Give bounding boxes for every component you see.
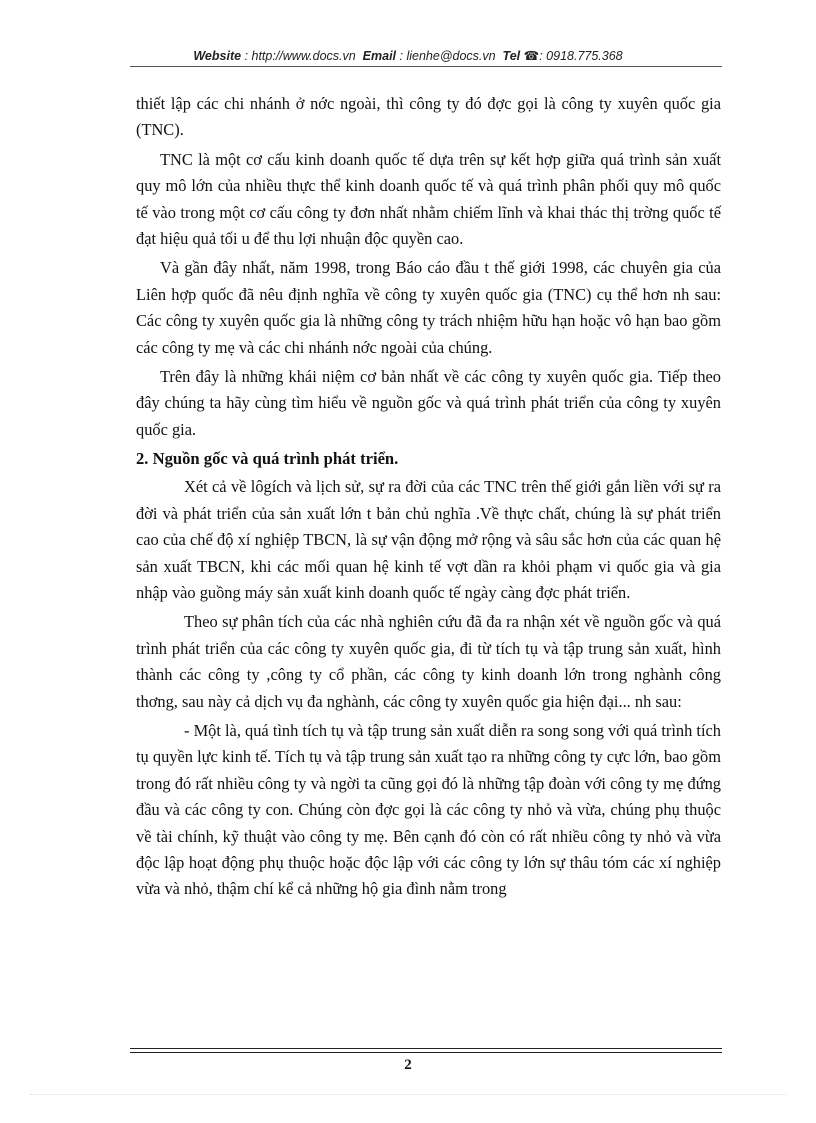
paragraph: Xét cả về lôgích và lịch sử, sự ra đời của các TNC trên thế giới gắn liền với sự ra đời và phát triển của sản xuất lớn t bản chủ nghĩa .Về thực chất, chúng là sự phát triển cao của chế độ xí nghiệp TBCN, là sự vận động mở rộng và sâu sắc hơn của các quan hệ sản xuất TBCN, khi các mối quan hệ kinh tế vợt dần ra khỏi phạm vi quốc gia và gia nhập vào guồng máy sản xuất kinh doanh quốc tế ngày càng đợc phát triển. — [136, 477, 721, 602]
footer-rule — [130, 1048, 722, 1049]
page-bottom-border — [30, 1094, 786, 1095]
website-value: : http://www.docs.vn — [244, 49, 356, 63]
section-heading: 2. Nguồn gốc và quá trình phát triển. — [136, 449, 399, 469]
footer-rule — [130, 1052, 722, 1053]
paragraph: thiết lập các chi nhánh ở nớc ngoài, thì công ty đó đợc gọi là công ty xuyên quốc gia (TNC). — [136, 94, 721, 140]
page-header — [0, 48, 816, 63]
paragraph: Trên đây là những khái niệm cơ bản nhất về các công ty xuyên quốc gia. Tiếp theo đây chúng ta hãy cùng tìm hiểu về nguồn gốc và quá trình phát triển của công ty xuyên quốc gia. — [136, 367, 721, 439]
email-label: Email — [362, 49, 397, 63]
header-rule — [130, 66, 722, 67]
page-number: 2 — [404, 1057, 412, 1073]
phone-icon: ☎ — [523, 49, 540, 63]
paragraph: - Một là, quá tình tích tụ và tập trung sản xuất diễn ra song song với quá trình tích tụ quyền lực kinh tế. Tích tụ và tập trung sản xuất tạo ra những công ty cực lớn, bao gồm trong đó rất nhiều công ty và ngời ta cũng gọi đó là những tập đoàn với công ty mẹ đứng đầu và các công ty con. Chúng còn đợc gọi là các công ty nhỏ và vừa, chúng phụ thuộc về tài chính, kỹ thuật vào công ty mẹ. Bên cạnh đó còn có rất nhiều công ty nhỏ và vừa độc lập hoạt động phụ thuộc hoặc độc lập với các công ty lớn sự thâu tóm các xí nghiệp vừa và nhỏ, thậm chí kể cả những hộ gia đình nằm trong — [136, 720, 721, 899]
paragraph: TNC là một cơ cấu kinh doanh quốc tế dựa trên sự kết hợp giữa quá trình sản xuất quy mô lớn của nhiều thực thể kinh doanh quốc tế và quá trình phân phối quy mô quốc tế vào trong một cơ cấu công ty đơn nhất nhằm chiếm lĩnh và khai thác thị trờng quốc tế đạt hiệu quả tối u để thu lợi nhuận độc quyền cao. — [136, 149, 721, 249]
website-label: Website — [193, 49, 242, 63]
paragraph: Theo sự phân tích của các nhà nghiên cứu đã đa ra nhận xét về nguồn gốc và quá trình phát triển của các công ty xuyên quốc gia, đi từ tích tụ và tập trung sản xuất, hình thành các công ty ,công ty cổ phần, các công ty kinh doanh lớn trong nghành công thơng, sau này cả dịch vụ đa nghành, các công ty xuyên quốc gia hiện đại... nh sau: — [136, 612, 721, 711]
email-value: : lienhe@docs.vn — [399, 49, 496, 63]
tel-value: : 0918.775.368 — [539, 49, 623, 63]
tel-label: Tel — [502, 49, 521, 63]
document-body — [136, 91, 721, 906]
paragraph: Và gần đây nhất, năm 1998, trong Báo cáo đầu t thế giới 1998, các chuyên gia của Liên hợp quốc đã nêu định nghĩa về công ty xuyên quốc gia (TNC) cụ thể hơn nh sau: Các công ty xuyên quốc gia là những công ty trách nhiệm hữu hạn hoặc vô hạn bao gồm các công ty mẹ và các chi nhánh nớc ngoài của chúng. — [136, 258, 721, 357]
